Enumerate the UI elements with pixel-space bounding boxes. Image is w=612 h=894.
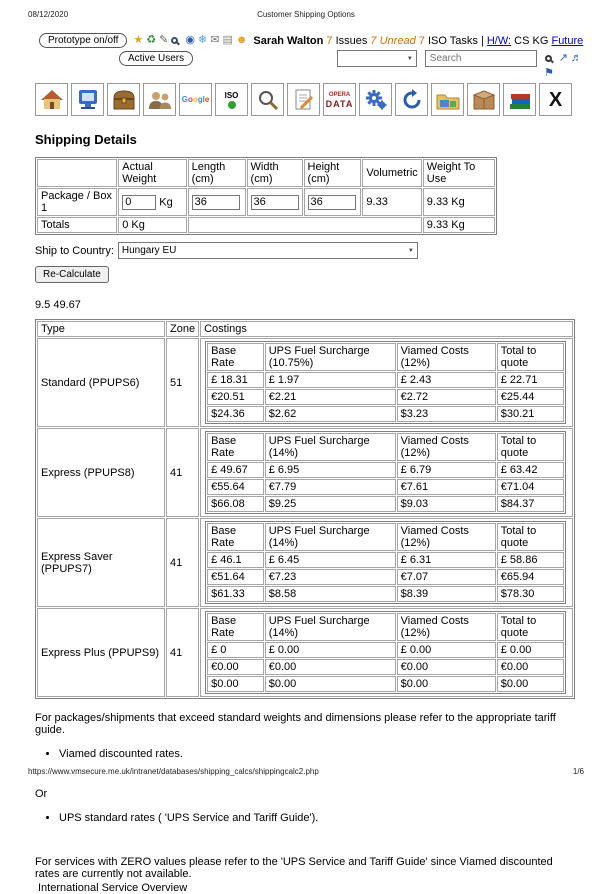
cost-value: €25.44 xyxy=(497,389,564,405)
cost-row xyxy=(207,406,564,422)
cost-value: £ 1.97 xyxy=(265,372,396,388)
costings-body xyxy=(37,338,573,697)
cost-value: €20.51 xyxy=(207,389,264,405)
cost-row xyxy=(207,586,564,602)
service-costs-cell xyxy=(200,338,573,427)
cost-value: £ 6.79 xyxy=(397,462,496,478)
cost-value: $9.03 xyxy=(397,496,496,512)
width-cell xyxy=(247,188,303,216)
cost-column-header: Total to quote xyxy=(497,613,564,641)
cost-value: €0.00 xyxy=(207,659,264,675)
cost-value: $78.30 xyxy=(497,586,564,602)
viamed-rates-item: • Viamed discounted rates. xyxy=(59,748,582,760)
type-column-header: Type xyxy=(37,321,165,337)
cost-row xyxy=(207,569,564,585)
cost-value: £ 49.67 xyxy=(207,462,264,478)
package-row xyxy=(37,188,495,216)
page-title: Shipping Details xyxy=(35,132,137,147)
cost-column-header: Base Rate xyxy=(207,343,264,371)
cost-column-header: Viamed Costs (12%) xyxy=(397,523,496,551)
kiosk-icon[interactable] xyxy=(71,83,104,116)
cost-value: €2.72 xyxy=(397,389,496,405)
page-content xyxy=(0,19,612,894)
actual-weight-cell xyxy=(118,188,186,216)
shipping-column-header xyxy=(37,159,117,187)
cost-row xyxy=(207,462,564,478)
quick-select[interactable] xyxy=(337,50,417,67)
unread-status: 7 Unread xyxy=(370,34,416,47)
data-label: DATA xyxy=(325,98,354,109)
user-status xyxy=(253,35,583,47)
cost-row xyxy=(207,552,564,568)
google-icon[interactable] xyxy=(179,83,212,116)
external-link-icon[interactable]: ↗ xyxy=(558,52,568,64)
cost-column-header: Total to quote xyxy=(497,433,564,461)
active-users-button[interactable]: Active Users xyxy=(119,51,193,66)
cost-column-header: Base Rate xyxy=(207,433,264,461)
service-cost-table xyxy=(205,521,566,604)
totals-empty xyxy=(188,217,422,233)
print-header xyxy=(0,0,612,19)
cost-value: €65.94 xyxy=(497,569,564,585)
iso-globe-dot xyxy=(228,101,236,109)
excel-icon[interactable] xyxy=(539,83,572,116)
google-logo: Google xyxy=(181,95,210,104)
print-title: Customer Shipping Options xyxy=(257,10,355,19)
print-header-spacer xyxy=(445,10,584,19)
cost-value: $66.08 xyxy=(207,496,264,512)
star-icon[interactable]: ★ xyxy=(133,34,144,46)
volumetric-cell: 9.33 xyxy=(362,188,421,216)
cost-value: $8.39 xyxy=(397,586,496,602)
country-select-value: Hungary EU xyxy=(121,245,177,256)
country-select[interactable] xyxy=(118,242,418,259)
cost-value: $30.21 xyxy=(497,406,564,422)
cost-value: £ 0 xyxy=(207,642,264,658)
cost-value: £ 63.42 xyxy=(497,462,564,478)
issues-count: 7 xyxy=(326,34,333,47)
costings-column-header: Costings xyxy=(200,321,573,337)
shipping-column-header: Volumetric xyxy=(362,159,421,187)
service-zone: 41 xyxy=(166,428,199,517)
height-cell xyxy=(304,188,362,216)
totals-weight: 0 Kg xyxy=(118,217,186,233)
gears-icon[interactable] xyxy=(359,83,392,116)
cost-value: €7.23 xyxy=(265,569,396,585)
cost-value: $3.23 xyxy=(397,406,496,422)
ship-to-row xyxy=(35,242,582,259)
search-icon[interactable] xyxy=(171,37,178,44)
service-costs-cell xyxy=(200,428,573,517)
cost-column-header: UPS Fuel Surcharge (14%) xyxy=(265,523,396,551)
cost-value: $9.25 xyxy=(265,496,396,512)
cost-value: €0.00 xyxy=(497,659,564,675)
width-input[interactable] xyxy=(251,195,299,210)
totals-label: Totals xyxy=(37,217,117,233)
cost-row xyxy=(207,659,564,675)
future-link[interactable]: Future xyxy=(551,34,584,47)
weight-input[interactable] xyxy=(122,195,156,210)
totals-weight-to-use: 9.33 Kg xyxy=(423,217,495,233)
exceed-note: For packages/shipments that exceed standard weights and dimensions please refer to the appropriate tariff guide. xyxy=(35,712,556,736)
cost-value: €7.07 xyxy=(397,569,496,585)
debug-values: 9.5 49.67 xyxy=(35,299,81,311)
costings-service-row xyxy=(37,338,573,427)
cost-row xyxy=(207,479,564,495)
search-icon[interactable] xyxy=(251,83,284,116)
opera-data-icon[interactable] xyxy=(323,83,356,116)
cost-value: $84.37 xyxy=(497,496,564,512)
books-icon[interactable] xyxy=(503,83,536,116)
shipping-column-header: Actual Weight xyxy=(118,159,186,187)
zero-values-note: For services with ZERO values please refer to the 'UPS Service and Tariff Guide' since Viamed discounted rates are currently not available. xyxy=(35,856,553,880)
home-icon[interactable] xyxy=(35,83,68,116)
cost-column-header: Viamed Costs (12%) xyxy=(397,613,496,641)
iso-icon[interactable] xyxy=(215,83,248,116)
cost-value: £ 22.71 xyxy=(497,372,564,388)
cost-value: $0.00 xyxy=(397,676,496,692)
length-input[interactable] xyxy=(192,195,240,210)
cost-row xyxy=(207,676,564,692)
print-footer xyxy=(28,767,584,776)
service-costs-cell xyxy=(200,608,573,697)
corner-icon-slot xyxy=(544,67,554,80)
cost-value: €2.21 xyxy=(265,389,396,405)
prototype-toggle-button[interactable]: Prototype on/off xyxy=(39,33,127,48)
cost-value: €55.64 xyxy=(207,479,264,495)
cost-value: €0.00 xyxy=(397,659,496,675)
footer-page-number: 1/6 xyxy=(572,767,584,776)
package-label: Package / Box 1 xyxy=(37,188,117,216)
costings-service-row xyxy=(37,518,573,607)
cost-value: £ 6.31 xyxy=(397,552,496,568)
header-row-1 xyxy=(39,33,582,48)
cost-column-header: Base Rate xyxy=(207,523,264,551)
cost-value: £ 58.86 xyxy=(497,552,564,568)
cost-column-header: UPS Fuel Surcharge (14%) xyxy=(265,433,396,461)
cost-value: £ 46.1 xyxy=(207,552,264,568)
service-zone: 41 xyxy=(166,518,199,607)
service-type: Express (PPUPS8) xyxy=(37,428,165,517)
service-zone: 41 xyxy=(166,608,199,697)
document-edit-icon[interactable] xyxy=(287,83,320,116)
header-row-2 xyxy=(119,50,582,67)
cost-value: $24.36 xyxy=(207,406,264,422)
cost-column-header: Total to quote xyxy=(497,523,564,551)
service-zone: 51 xyxy=(166,338,199,427)
recycle-icon[interactable]: ♻ xyxy=(146,34,157,46)
cost-value: €7.61 xyxy=(397,479,496,495)
service-costs-cell xyxy=(200,518,573,607)
chevron-down-icon: ▼ xyxy=(406,55,413,62)
cost-header-row xyxy=(207,523,564,551)
iso-label: ISO xyxy=(224,90,239,100)
recalculate-button[interactable]: Re-Calculate xyxy=(35,266,109,283)
cost-value: $61.33 xyxy=(207,586,264,602)
mail-icon[interactable]: ✉ xyxy=(210,34,220,46)
cost-value: £ 0.00 xyxy=(397,642,496,658)
costings-table xyxy=(35,319,575,699)
main-toolbar xyxy=(35,83,582,116)
cost-header-row xyxy=(207,343,564,371)
cost-value: $0.00 xyxy=(265,676,396,692)
service-type: Express Saver (PPUPS7) xyxy=(37,518,165,607)
iso-count: 7 xyxy=(418,34,425,47)
cost-value: $8.58 xyxy=(265,586,396,602)
cost-column-header: Viamed Costs (12%) xyxy=(397,433,496,461)
edit-icon[interactable]: ✎ xyxy=(159,34,169,46)
rates-list-2 xyxy=(35,812,582,824)
search-icon[interactable] xyxy=(545,55,552,62)
cost-value: £ 2.43 xyxy=(397,372,496,388)
weight-unit: Kg xyxy=(159,196,173,208)
costings-service-row xyxy=(37,428,573,517)
flag-icon[interactable]: ⚑ xyxy=(544,67,554,79)
folder-images-icon[interactable] xyxy=(431,83,464,116)
hw-value: CS KG xyxy=(514,34,549,47)
package-icon[interactable] xyxy=(467,83,500,116)
print-date: 08/12/2020 xyxy=(28,10,69,19)
ups-rates-item: • UPS standard rates ( 'UPS Service and Tariff Guide'). xyxy=(59,812,582,824)
ship-to-label: Ship to Country: xyxy=(35,244,114,257)
chest-icon[interactable] xyxy=(107,83,140,116)
cost-column-header: Viamed Costs (12%) xyxy=(397,343,496,371)
cost-value: $2.62 xyxy=(265,406,396,422)
cost-value: £ 18.31 xyxy=(207,372,264,388)
cost-value: £ 6.45 xyxy=(265,552,396,568)
costings-service-row xyxy=(37,608,573,697)
shipping-column-header: Height (cm) xyxy=(304,159,362,187)
footer-url: https://www.vmsecure.me.uk/intranet/databases/shipping_calcs/shippingcalc2.php xyxy=(28,767,319,776)
opera-label: OPERA xyxy=(328,91,351,98)
service-type: Express Plus (PPUPS9) xyxy=(37,608,165,697)
shipping-table xyxy=(35,157,497,235)
document-icon[interactable]: ▤ xyxy=(222,34,233,46)
corner-icon-row xyxy=(35,67,582,80)
cost-value: €71.04 xyxy=(497,479,564,495)
cost-value: €0.00 xyxy=(265,659,396,675)
cost-column-header: UPS Fuel Surcharge (14%) xyxy=(265,613,396,641)
cost-column-header: UPS Fuel Surcharge (10.75%) xyxy=(265,343,396,371)
users-icon[interactable] xyxy=(143,83,176,116)
length-cell xyxy=(188,188,246,216)
refresh-icon[interactable] xyxy=(395,83,428,116)
shipping-column-header: Width (cm) xyxy=(247,159,303,187)
service-type: Standard (PPUPS6) xyxy=(37,338,165,427)
cost-value: £ 0.00 xyxy=(497,642,564,658)
costings-header-row xyxy=(37,321,573,337)
excel-label: X xyxy=(548,88,563,111)
cost-value: $0.00 xyxy=(207,676,264,692)
cost-column-header: Total to quote xyxy=(497,343,564,371)
cost-header-row xyxy=(207,433,564,461)
header-right-icons xyxy=(545,52,582,65)
cost-value: £ 6.95 xyxy=(265,462,396,478)
status-separator: | xyxy=(480,34,484,47)
cost-row xyxy=(207,389,564,405)
or-text: Or xyxy=(35,788,48,800)
shipping-header-row xyxy=(37,159,495,187)
issues-label: Issues xyxy=(335,34,368,47)
cost-header-row xyxy=(207,613,564,641)
shipping-column-header: Weight To Use xyxy=(423,159,495,187)
cost-column-header: Base Rate xyxy=(207,613,264,641)
cost-row xyxy=(207,496,564,512)
user-name: Sarah Walton xyxy=(253,34,324,47)
weight-to-use-cell: 9.33 Kg xyxy=(423,188,495,216)
globe-icon[interactable]: ◉ xyxy=(185,34,195,46)
totals-row xyxy=(37,217,495,233)
height-input[interactable] xyxy=(308,195,356,210)
cost-value: €7.79 xyxy=(265,479,396,495)
service-cost-table xyxy=(205,611,566,694)
hw-link[interactable]: H/W: xyxy=(486,34,512,47)
cost-value: €51.64 xyxy=(207,569,264,585)
chevron-down-icon: ▼ xyxy=(407,247,414,254)
smiley-icon[interactable]: ☻ xyxy=(235,34,248,46)
header-icon-strip xyxy=(133,34,247,47)
cost-value: $0.00 xyxy=(497,676,564,692)
cost-value: £ 0.00 xyxy=(265,642,396,658)
shipping-column-header: Length (cm) xyxy=(188,159,246,187)
cost-row xyxy=(207,372,564,388)
service-cost-table xyxy=(205,431,566,514)
rates-list-1 xyxy=(35,748,582,760)
iso-tasks-label: ISO Tasks xyxy=(427,34,478,47)
service-cost-table xyxy=(205,341,566,424)
snowflake-icon[interactable]: ❄ xyxy=(198,34,208,46)
service-overview-text: International Service Overview xyxy=(38,882,188,894)
zone-column-header: Zone xyxy=(166,321,199,337)
cost-row xyxy=(207,642,564,658)
sound-icon[interactable]: ♬ xyxy=(571,52,582,64)
search-input[interactable] xyxy=(425,50,537,67)
